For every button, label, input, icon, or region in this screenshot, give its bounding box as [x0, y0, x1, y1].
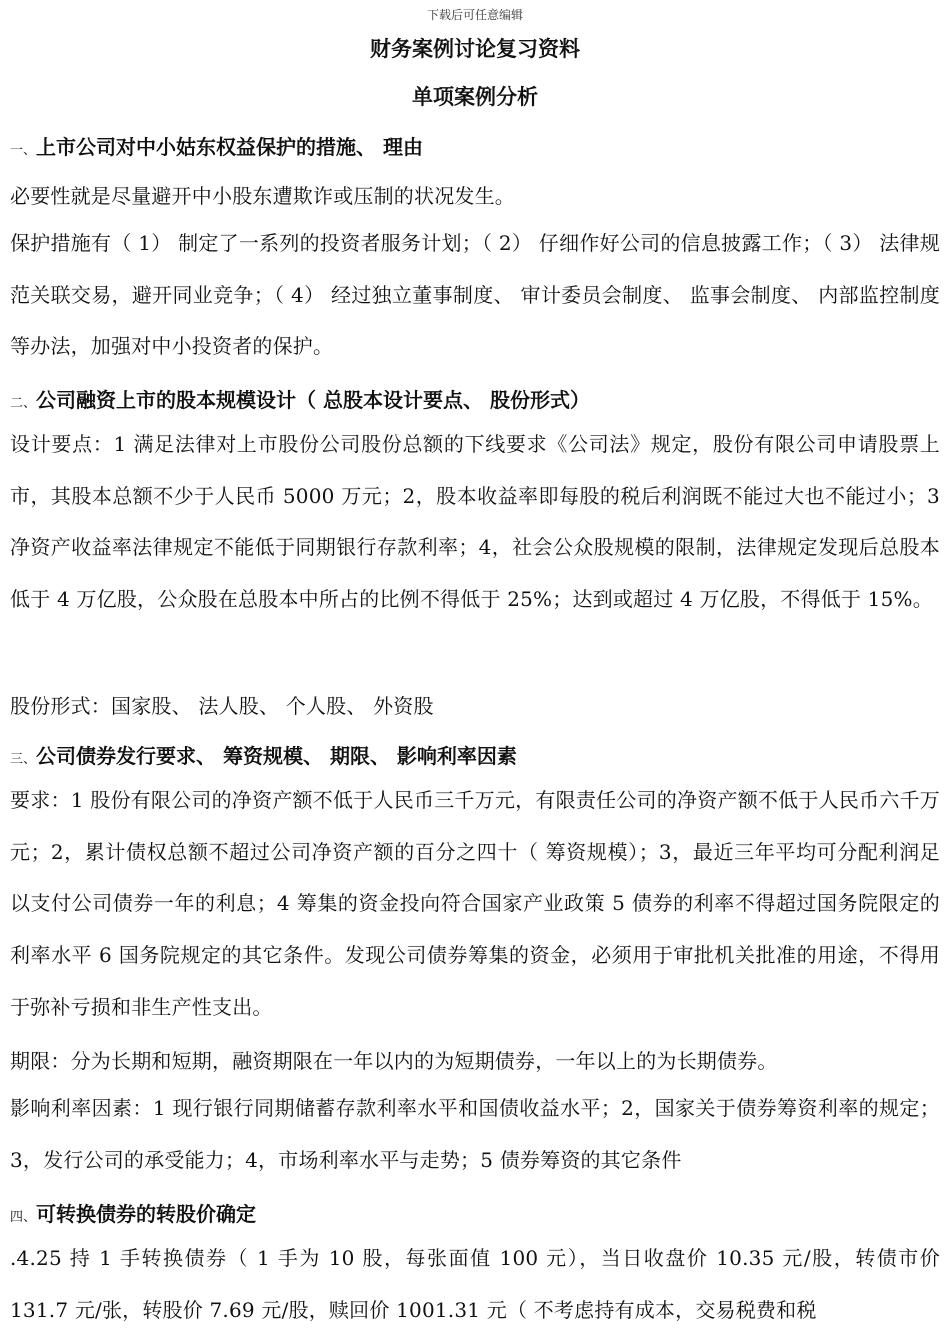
section-heading-text: 上市公司对中小姑东权益保护的措施、 理由	[36, 135, 423, 159]
section-number: 三、	[10, 752, 37, 767]
section-heading-text: 公司融资上市的股本规模设计（ 总股本设计要点、 股份形式）	[36, 388, 590, 412]
section-heading-text: 公司债券发行要求、 筹资规模、 期限、 影响利率因素	[36, 744, 517, 768]
paragraph: 股份形式：国家股、 法人股、 个人股、 外资股	[10, 694, 434, 718]
header-note: 下载后可任意编辑	[426, 8, 523, 22]
document-subtitle: 单项案例分析	[412, 85, 538, 109]
section-number: 四、	[10, 1210, 37, 1225]
document-title: 财务案例讨论复习资料	[370, 37, 580, 61]
section-heading-4	[10, 1198, 256, 1227]
section-heading-1	[10, 131, 423, 160]
paragraph: 期限：分为长期和短期，融资期限在一年以内的为短期债券，一年以上的为长期债券。	[10, 1049, 778, 1073]
section-heading-2	[10, 384, 590, 413]
paragraph: 必要性就是尽量避开中小股东遭欺诈或压制的状况发生。	[10, 184, 515, 208]
paragraph: 影响利率因素：1 现行银行同期储蓄存款利率水平和国债收益水平；2，国家关于债券筹资利率的规定；3，发行公司的承受能力；4，市场利率水平与走势；5 债券筹资的其它条件	[10, 1096, 940, 1172]
section-number: 二、	[10, 396, 37, 411]
section-heading-text: 可转换债券的转股价确定	[36, 1202, 257, 1226]
paragraph: .4.25 持 1 手转换债券（ 1 手为 10 股，每张面值 100 元），当日收盘价 10.35 元/股，转债市价 131.7 元/张，转股价 7.69 元/股，赎回价 1001.31 元（ 不考虑持有成本，交易税费和税	[10, 1246, 940, 1322]
paragraph: 设计要点：1 满足法律对上市股份公司股份总额的下线要求《公司法》规定，股份有限公司申请股票上市，其股本总额不少于人民币 5000 万元；2，股本收益率即每股的税后利润既不能过大也不能过小；3 净资产收益率法律规定不能低于同期银行存款利率；4，社会公众股规模的限制，法律规定发现后总股本低于 4 万亿股，公众股在总股本中所占的比例不得低于 25%；达到或超过 4 万亿股，不得低于 15%。	[10, 432, 940, 612]
paragraph: 要求：1 股份有限公司的净资产额不低于人民币三千万元，有限责任公司的净资产额不低于人民币六千万元；2，累计债权总额不超过公司净资产额的百分之四十（ 筹资规模）；3，最近三年平均可分配利润足以支付公司债券一年的利息；4 筹集的资金投向符合国家产业政策 5 债券的利率不得超过国务院限定的利率水平 6 国务院规定的其它条件。发现公司债券筹集的资金，必须用于审批机关批准的用途，不得用于弥补亏损和非生产性支出。	[10, 788, 940, 1019]
section-number: 一、	[10, 143, 37, 158]
paragraph: 保护措施有（ 1） 制定了一系列的投资者服务计划；（ 2） 仔细作好公司的信息披露工作；（ 3） 法律规范关联交易，避开同业竞争；（ 4） 经过独立董事制度、 审计委员会制度、 监事会制度、 内部监控制度等办法，加强对中小投资者的保护。	[10, 231, 940, 359]
section-heading-3	[10, 740, 517, 769]
